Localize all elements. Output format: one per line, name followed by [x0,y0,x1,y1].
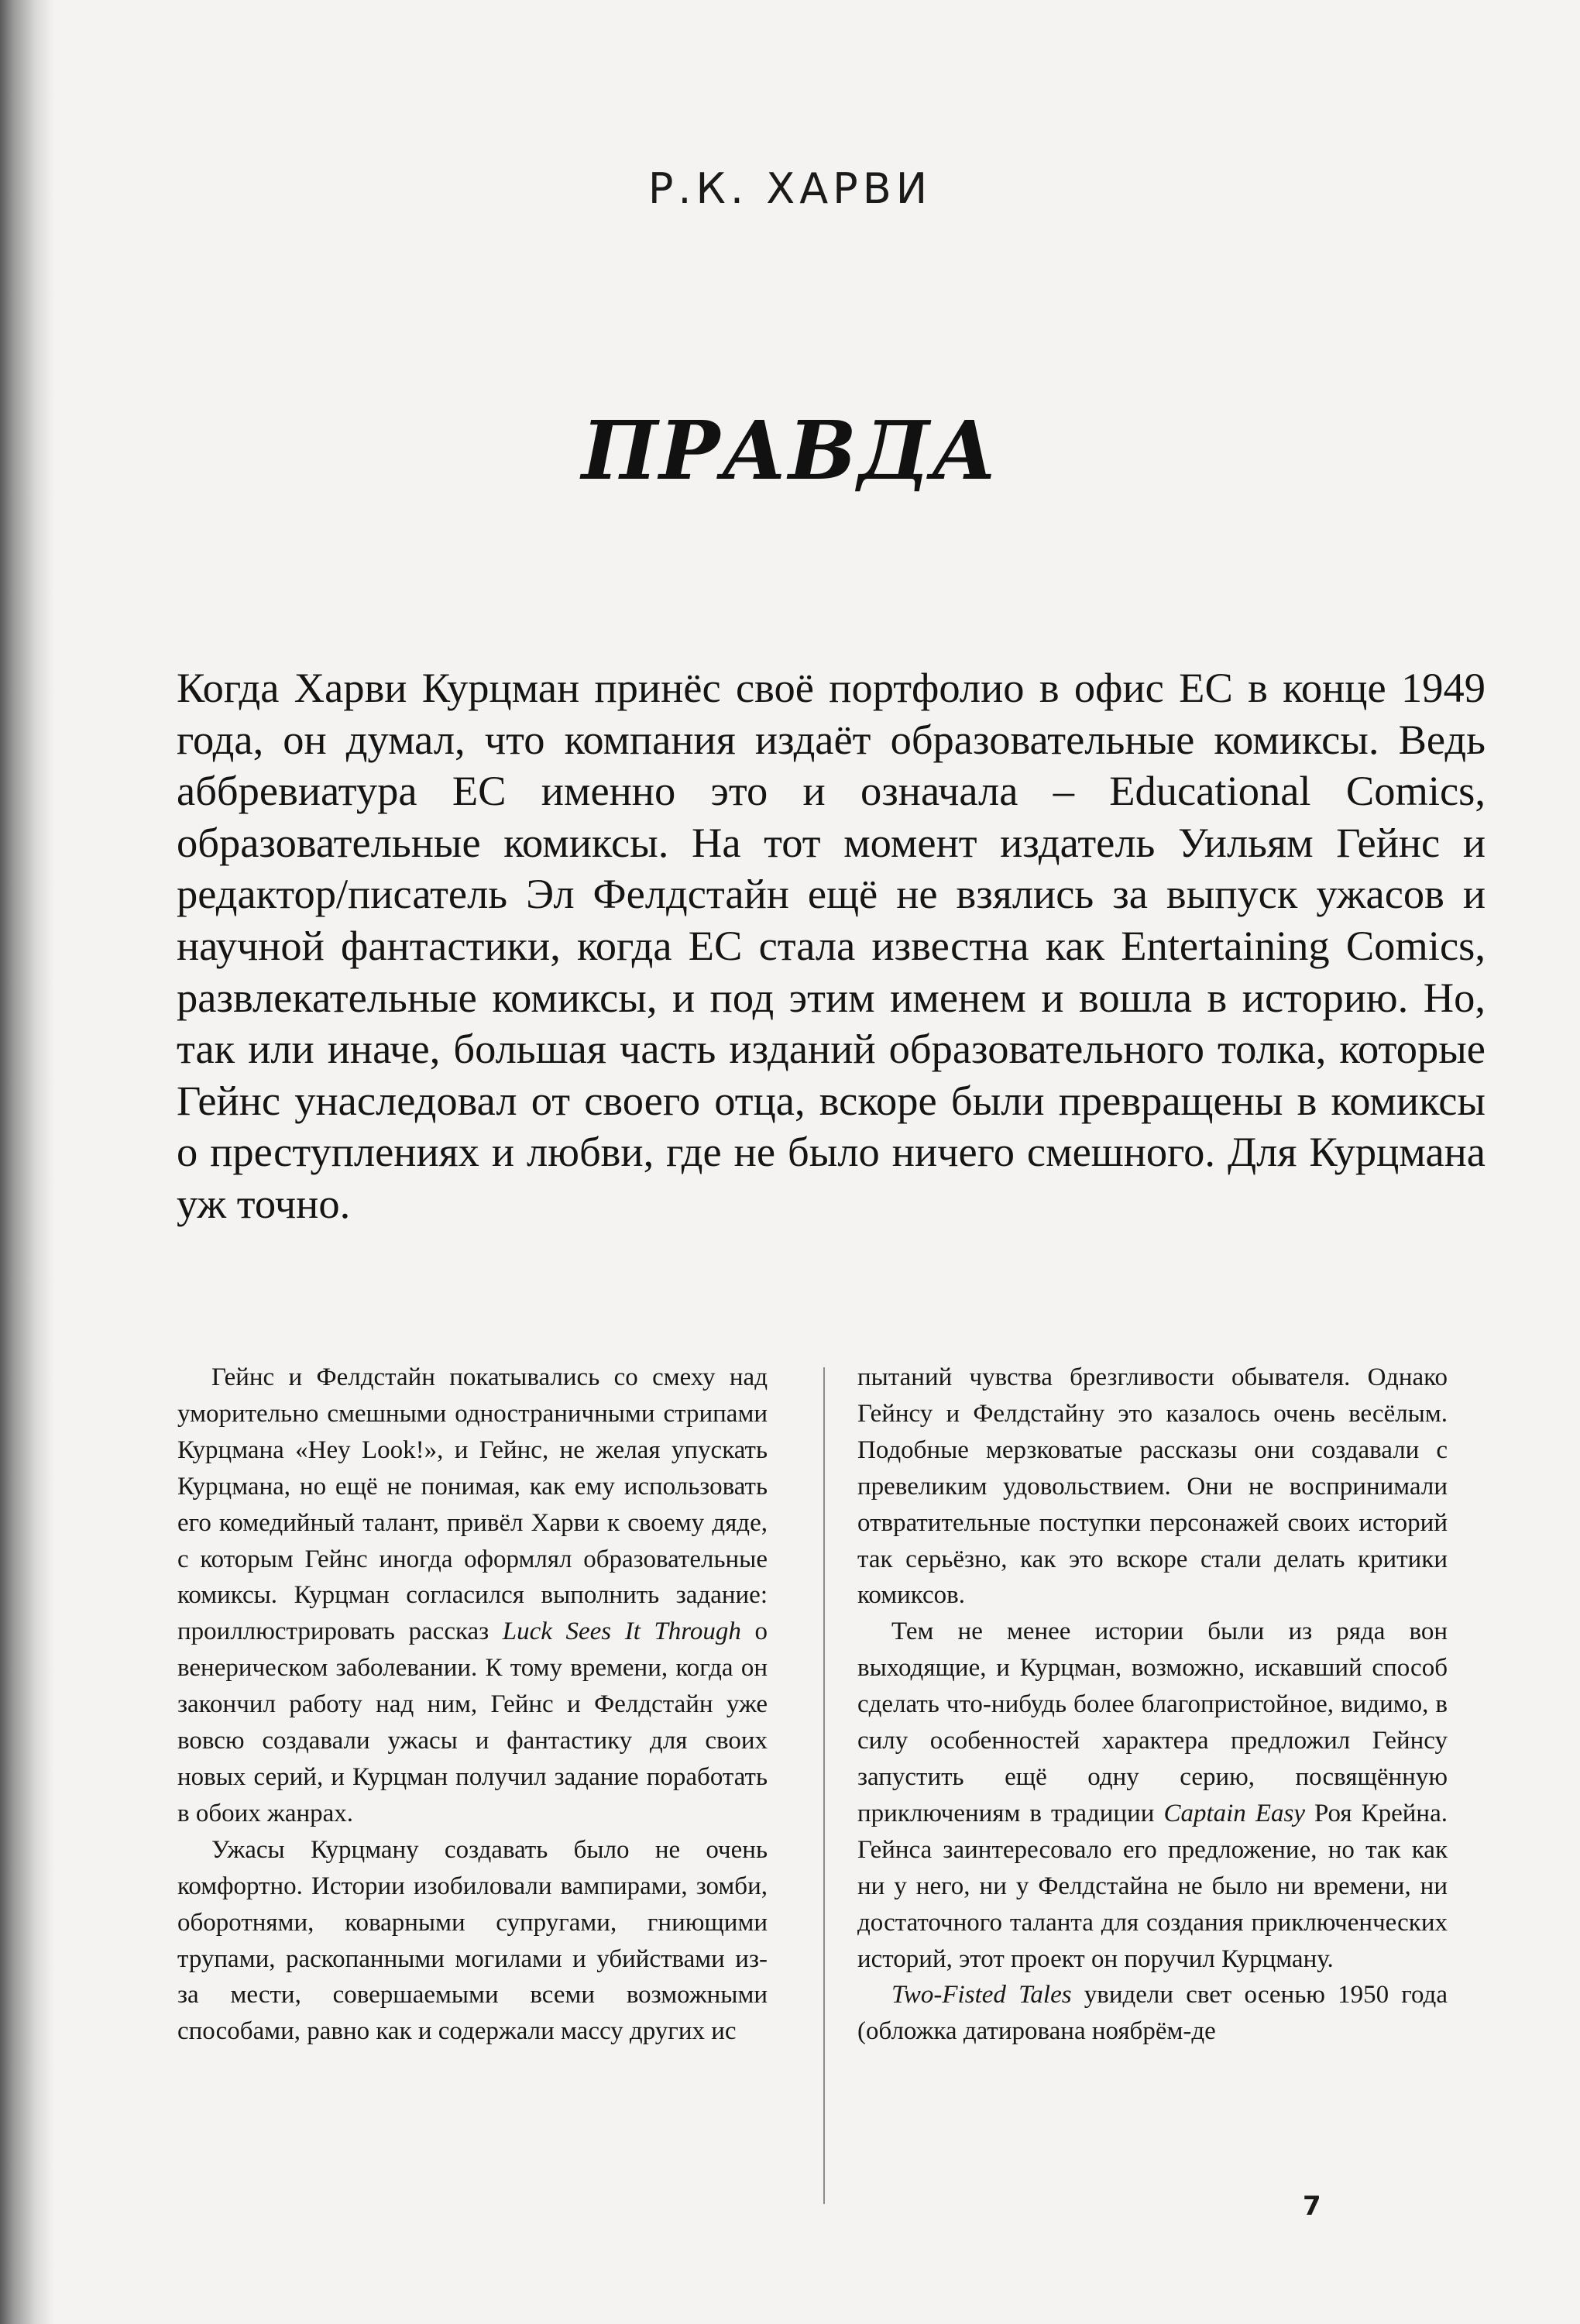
right-p2-text-b: Роя Крейна. Гейнса заинтересовало его предложение, но так как ни у него, ни у Фелдстайна не было ни времени, ни достаточного таланта для создания приключенческих историй, этот проект он поручил Курцману. [857,1799,1448,1973]
lead-text: Когда Харви Курцман принёс своё портфолио в офис ЕС в конце 1949 года, он думал, что компания издаёт образовательные комиксы. Ведь аббревиатура ЕС именно это и означала – Educational Comics, образовательные комиксы. На тот момент издатель Уильям Гейнс и редактор/писатель Эл Фелдстайн ещё не взялись за выпуск ужасов и научной фантастики, когда ЕС стала известна как Entertaining Comics, развлекательные комиксы, и под этим именем и вошла в историю. Но, так или иначе, большая часть изданий образовательного толка, которые Гейнс унаследовал от своего отца, вскоре были превращены в комиксы о преступлениях и любви, где не было ничего смешного. Для Курцмана уж точно. [177,664,1486,1227]
left-paragraph-1 [177,1360,768,1832]
right-p3-italic-title: Two-Fisted Tales [891,1981,1072,2009]
chapter-title: ПРАВДА [581,403,999,498]
left-p1-text-b: о венерическом заболевании. К тому времени, когда он закончил работу над ним, Гейнс и Фелдстайн уже вовсю создавали ужасы и фантастику для своих новых серий, и Курцман получил задание поработать в обоих жанрах. [177,1618,768,1827]
left-p1-italic-title: Luck Sees It Through [502,1618,741,1646]
right-paragraph-3 [857,1977,1448,2050]
right-column [857,1360,1448,2050]
page-number: 7 [1303,2191,1321,2222]
left-p1-text-a: Гейнс и Фелдстайн покатывались со смеху над уморительно смешными одностраничными стрипами Курцмана «Hey Look!», и Гейнс, не желая упускать Курцмана, но ещё не понимая, как ему использовать его комедийный талант, привёл Харви к своему дяде, с которым Гейнс иногда оформлял образовательные комиксы. Курцман согласился выполнить задание: проиллюстрировать рассказ [177,1363,768,1646]
right-p3-text: увидели свет осенью 1950 года (обложка датирована ноябрём-де [857,1981,1448,2046]
left-paragraph-2: Ужасы Курцману создавать было не очень комфортно. Истории изобиловали вампирами, зомби, оборотнями, коварными супругами, гниющими трупами, раскопанными могилами и убийствами из-за мести, совершаемыми всеми возможными способами, равно как и содержали массу других ис [177,1835,768,2046]
right-p2-italic-title: Captain Easy [1163,1799,1305,1827]
lead-paragraph [177,662,1486,1230]
column-divider [823,1367,825,2204]
left-column [177,1360,768,2050]
author-name: Р.К. ХАРВИ [647,164,933,213]
right-paragraph-2 [857,1614,1448,1977]
page-gutter-shadow [0,0,54,2324]
right-paragraph-1: пытаний чувства брезгливости обывателя. Однако Гейнсу и Фелдстайну это казалось очень весёлым. Подобные мерзковатые рассказы они создавали с превеликим удовольствием. Они не воспринимали отвратительные поступки персонажей своих историй так серьёзно, как это вскоре стали делать критики комиксов. [857,1363,1448,1610]
right-p2-text-a: Тем не менее истории были из ряда вон выходящие, и Курцман, возможно, искавший способ сделать что-нибудь более благопристойное, видимо, в силу особенностей характера предложил Гейнсу запустить ещё одну серию, посвящённую приключениям в традиции [857,1618,1448,1827]
